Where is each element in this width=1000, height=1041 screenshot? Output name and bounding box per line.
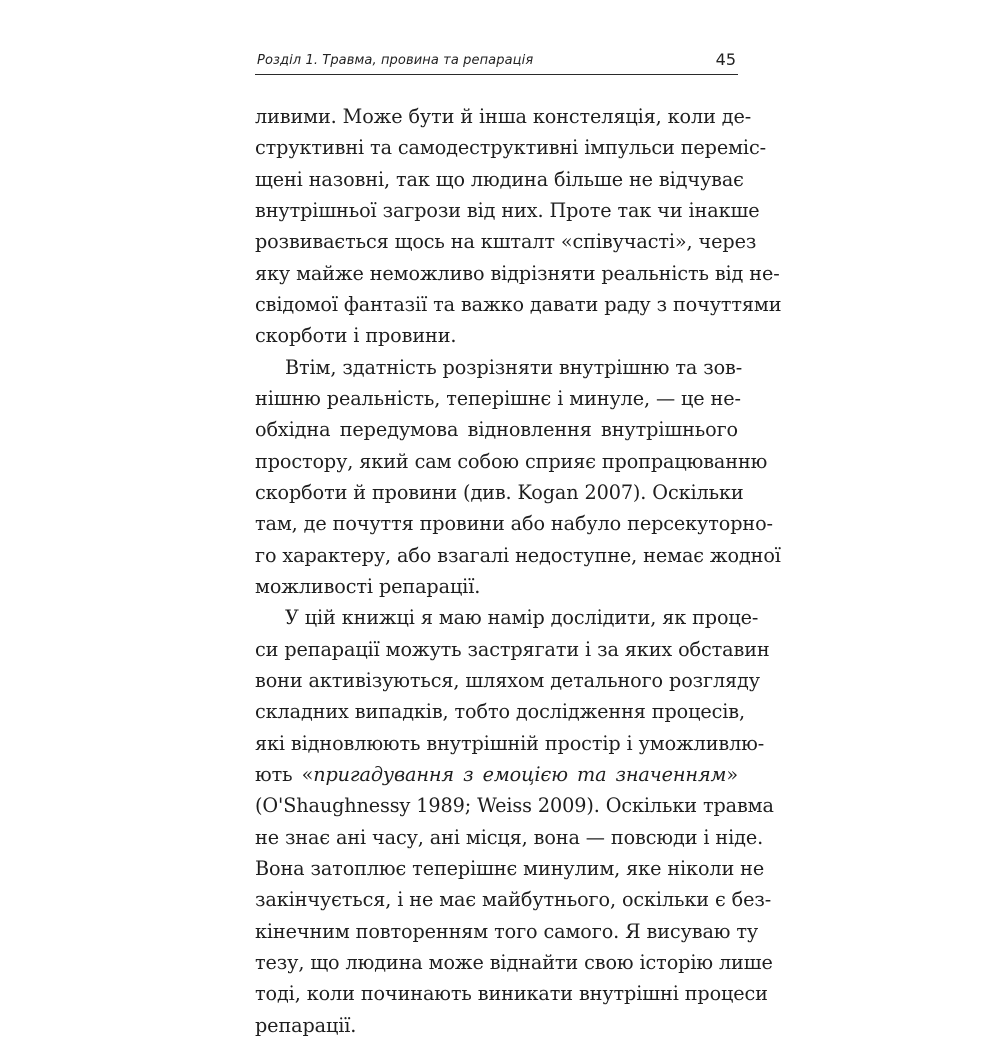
text-line: щені назовні, так що людина більше не відчуває <box>255 167 744 191</box>
text-line: внутрішньої загрози від них. Проте так чи інакше <box>255 198 760 222</box>
text-line: свідомої фантазії та важко давати раду з почуттями <box>255 292 782 316</box>
text-line: не знає ані часу, ані місця, вона — повсюди і ніде. <box>255 825 764 849</box>
text-line-with-quote <box>255 759 738 790</box>
chapter-title: Розділ 1. Травма, провина та репарація <box>257 53 534 68</box>
text-line: тезу, що людина може віднайти свою історію лише <box>255 950 773 974</box>
text-line: нішню реальність, теперішнє і минуле, — це не- <box>255 386 741 410</box>
paragraph-end-line: скорботи і провини. <box>255 324 457 348</box>
text-line: ливими. Може бути й інша констеляція, коли де- <box>255 105 752 128</box>
text-line: кінечним повторенням того самого. Я висуваю ту <box>255 919 759 943</box>
text-line: Вона затоплює теперішнє минулим, яке ніколи не <box>255 856 765 880</box>
text-line: складних випадків, тобто дослідження процесів, <box>255 700 745 724</box>
text-line: яку майже неможливо відрізняти реальність від не- <box>255 261 780 285</box>
text-line: (O'Shaughnessy 1989; Weiss 2009). Оскільки травма <box>255 794 774 818</box>
text-line: вони активізуються, шляхом детального розгляду <box>255 668 760 692</box>
italic-quote: пригадування з емоцією та значенням <box>313 762 727 786</box>
paragraph-first-line: Втім, здатність розрізняти внутрішню та зов- <box>285 355 743 379</box>
paragraph-end-line: можливості репарації. <box>255 574 481 598</box>
text-line: тоді, коли починають виникати внутрішні процеси <box>255 982 768 1006</box>
text-line: простору, який сам собою сприяє пропрацюванню <box>255 449 768 473</box>
text-line: розвивається щось на кшталт «співучасті», через <box>255 230 757 254</box>
page-number: 45 <box>715 50 736 69</box>
text-line: го характеру, або взагалі недоступне, немає жодної <box>255 543 781 567</box>
paragraph-first-line: У цій книжці я маю намір дослідити, як проце- <box>285 606 759 630</box>
body-text <box>255 101 782 1041</box>
text-line: структивні та самодеструктивні імпульси переміс- <box>255 136 766 160</box>
text-line: закінчується, і не має майбутнього, оскільки є без- <box>255 888 772 912</box>
text-line: си репарації можуть застрягати і за яких обставин <box>255 637 770 661</box>
text-line: обхідна передумова відновлення внутрішнього <box>255 418 738 442</box>
text-line: там, де почуття провини або набуло персекуторно- <box>255 512 773 536</box>
text-line: які відновлюють внутрішній простір і уможливлю- <box>255 731 765 755</box>
running-header <box>255 44 738 75</box>
quote-prefix: ють « <box>255 762 314 786</box>
text-line: скорботи й провини (див. Kogan 2007). Оскільки <box>255 480 744 504</box>
paragraph-end-line: репарації. <box>255 1013 357 1037</box>
quote-suffix: » <box>726 762 738 786</box>
